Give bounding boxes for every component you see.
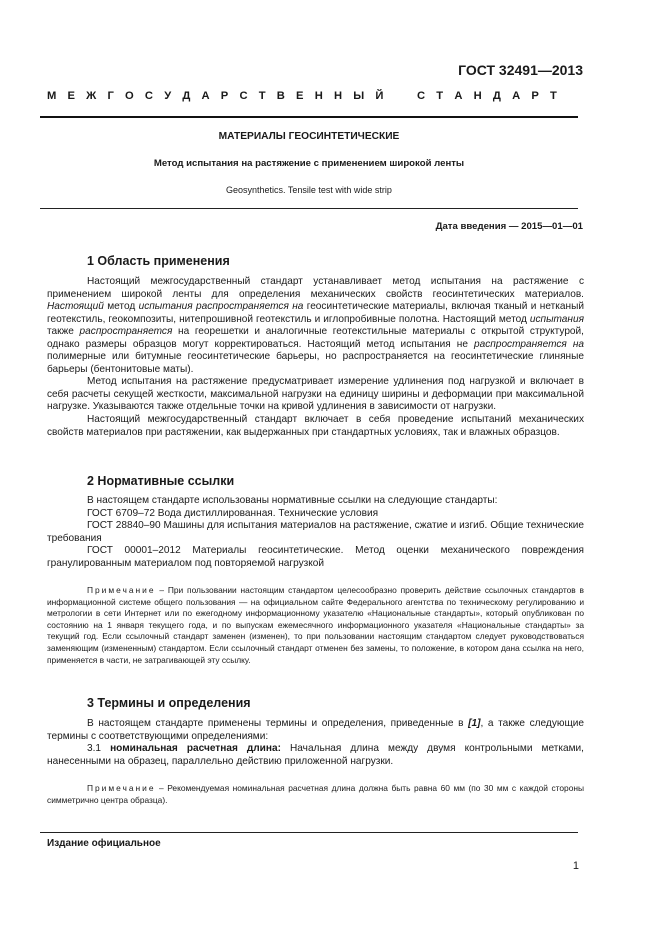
title-rule [40, 208, 578, 209]
banner-letter: У [164, 90, 172, 102]
banner-letter: Ж [86, 90, 97, 102]
term-name: номинальная расчетная длина: [110, 743, 281, 755]
banner-letter: Т [258, 90, 266, 102]
section-2-note: Примечание – При пользовании настоящим стандартом целесообразно проверить действие ссылочных стандартов в информационной системе общего пользования — на официальном сайте Федерального агентства по техническому регулированию и метрологии в сети Интернет или по ежегодному информационному указателю «Национальные стандарты», который опубликован по состоянию на 1 января текущего года, и по выпускам ежемесячного информационного указателя «Национальные стандарты» за текущий год. Если ссылочный стандарт заменен (изменен), то при пользовании настоящим стандартом следует руководствоваться заменяющим (измененным) стандартом. Если ссылочный стандарт отменен без замены, то положение, в котором дана ссылка на него, применяется в части, не затрагивающей эту ссылку. [47, 585, 584, 665]
document-title: МАТЕРИАЛЫ ГЕОСИНТЕТИЧЕСКИЕ [218, 131, 400, 142]
section-3-body [47, 718, 584, 768]
section-1-heading: 1 Область применения [87, 254, 230, 268]
reference-gost-28840: ГОСТ 28840–90 Машины для испытания материалов на растяжение, сжатие и изгиб. Общие технические требования [47, 520, 584, 544]
section-1-body [47, 276, 584, 439]
reference-gost-00001: ГОСТ 00001–2012 Материалы геосинтетические. Метод оценки механического повреждения гранулированным материалом под повторяемой нагрузкой [47, 545, 584, 569]
section-2-body [47, 495, 584, 570]
english-title: Geosynthetics. Tensile test with wide strip [226, 185, 392, 195]
banner-letter: Р [531, 90, 539, 102]
banner-letter: Д [492, 90, 501, 102]
banner-letter: Р [220, 90, 229, 102]
footer-rule [40, 832, 578, 833]
note-label: Примечание [87, 783, 156, 793]
note-label: Примечание [87, 585, 156, 595]
section-3-note: Примечание – Рекомендуемая номинальная расчетная длина должна быть равна 60 мм (по 30 мм с каждой стороны симметрично центра образца). [47, 783, 584, 805]
banner-letter: А [201, 90, 210, 102]
section-1-paragraph-3: Настоящий межгосударственный стандарт включает в себя проведение испытаний механических свойств материалов при растяжении, как выдержанных при стандартных условиях, так и влажных образцов. [47, 414, 584, 438]
banner-letter: В [276, 90, 285, 102]
banner-letter: Т [550, 90, 557, 102]
page-number: 1 [572, 860, 579, 872]
banner-letter: С [417, 90, 426, 102]
banner-letter: А [454, 90, 463, 102]
banner-letter: Й [375, 90, 384, 102]
banner-letter: Т [436, 90, 444, 102]
header-rule [40, 116, 578, 118]
term-3-1: 3.1 номинальная расчетная длина: Начальная длина между двумя контрольными метками, нанесенными на образец, параллельно действию приложенной нагрузки. [47, 743, 584, 767]
section-1-paragraph-2: Метод испытания на растяжение предусматривает измерение удлинения под нагрузкой и включает в себя расчеты секущей жесткости, максимальной нагрузки на единицу ширины и деформации при максимальной нагрузке. Указываются также отдельные точки на кривой удлинения в зависимости от нагрузки. [47, 376, 584, 413]
reference-gost-6709: ГОСТ 6709–72 Вода дистиллированная. Технические условия [87, 507, 379, 519]
introduction-date: Дата введения — 2015—01—01 [435, 221, 583, 232]
banner-letter: О [125, 90, 134, 102]
banner-letter: Н [333, 90, 343, 102]
banner-letter: Е [296, 90, 304, 102]
banner-letter: Д [182, 90, 191, 102]
banner-letter: Н [473, 90, 482, 102]
section-2-paragraph-1: В настоящем стандарте использованы нормативные ссылки на следующие стандарты: [87, 495, 498, 506]
banner-letter: Н [314, 90, 323, 102]
banner-letter: А [512, 90, 521, 102]
banner-letter: М [47, 90, 57, 102]
official-edition-label: Издание официальное [47, 838, 161, 849]
banner-letter: Е [67, 90, 75, 102]
section-3-heading: 3 Термины и определения [87, 696, 251, 710]
bibliography-ref: [1] [468, 718, 481, 729]
section-3-paragraph-1: В настоящем стандарте применены термины и определения, приведенные в [1], а также следующие термины с соответствующими определениями: [47, 718, 584, 742]
banner-letter: Ы [353, 90, 365, 102]
banner-letter: С [239, 90, 248, 102]
banner-letter: С [144, 90, 153, 102]
document-code: ГОСТ 32491—2013 [458, 62, 583, 78]
document-subtitle: Метод испытания на растяжение с применением широкой ленты [153, 158, 465, 169]
section-2-heading: 2 Нормативные ссылки [87, 474, 235, 488]
section-1-paragraph-1: Настоящий межгосударственный стандарт устанавливает метод испытания на растяжение с применением широкой ленты для определения механических свойств геосинтетических материалов. Настоящий метод испытания распространяется на геосинтетические материалы, включая тканый и нетканый геотекстиль, геокомпозиты, нитепрошивной геотекстиль и иглопробивные полотна. Настоящий метод испытания также распространяется на георешетки и аналогичные геотекстильные материалы с открытой структурой, однако размеры образцов могут корректироваться. Настоящий метод испытания не распространяется на полимерные или битумные геосинтетические барьеры, но распространяется на геосинтетические глиняные барьеры (бентонитовые маты). [47, 276, 584, 375]
banner-letter: Г [107, 90, 114, 102]
standard-banner [47, 90, 557, 102]
